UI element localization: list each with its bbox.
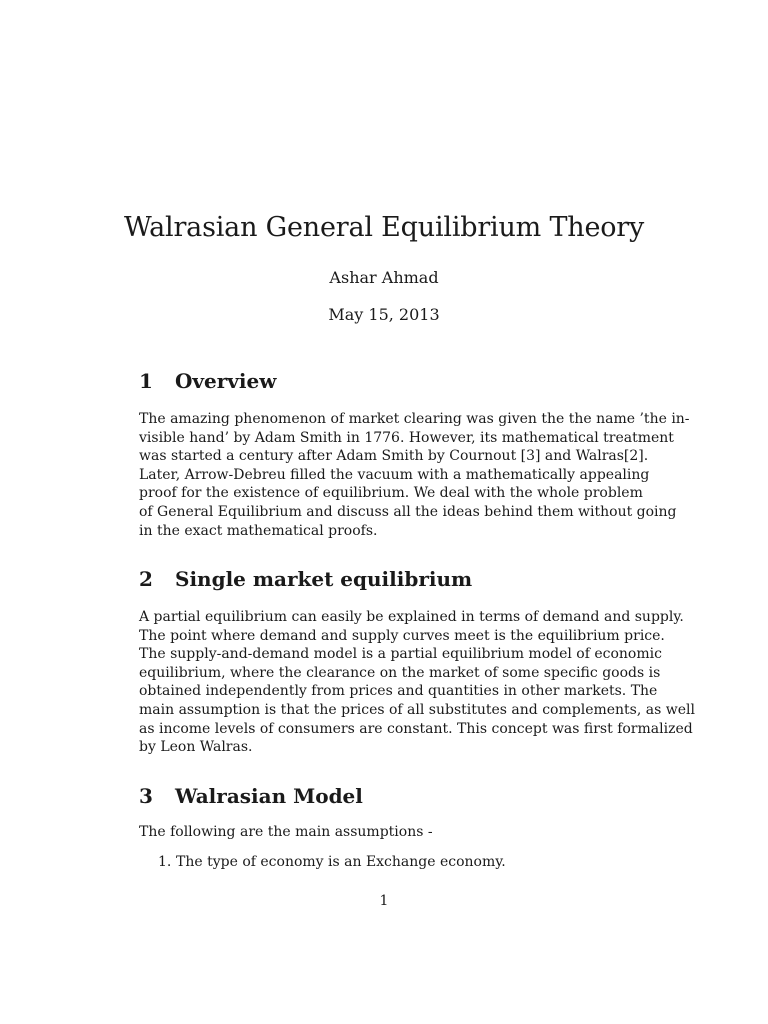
paragraph-line: proof for the existence of equilibrium. We deal with the whole problem: [139, 485, 643, 502]
overview-paragraph: [139, 410, 690, 540]
paragraph-line: by Leon Walras.: [139, 739, 253, 756]
paragraph-line: The supply-and-demand model is a partial equilibrium model of economic: [139, 646, 662, 663]
list-item-number: 1.: [158, 854, 172, 870]
assumptions-list: [139, 854, 506, 870]
section-number: 2: [139, 567, 153, 591]
section-heading-overview: [139, 369, 276, 393]
paragraph-line: A partial equilibrium can easily be explained in terms of demand and supply.: [139, 609, 684, 625]
walrasian-model-paragraph: [139, 823, 627, 842]
paragraph-line: as income levels of consumers are constant. This concept was first formalized: [139, 720, 693, 737]
paragraph-line: The following are the main assumptions -: [139, 824, 433, 840]
paragraph-line: The point where demand and supply curves meet is the equilibrium price.: [139, 627, 665, 644]
paragraph-line: in the exact mathematical proofs.: [139, 522, 378, 539]
list-item: [139, 854, 506, 870]
single-market-paragraph: [139, 608, 695, 757]
paragraph-line: obtained independently from prices and quantities in other markets. The: [139, 683, 658, 700]
section-title: Single market equilibrium: [175, 567, 473, 591]
section-heading-single-market-equilibrium: [139, 567, 472, 591]
section-title: Walrasian Model: [175, 784, 363, 808]
publication-date: May 15, 2013: [328, 305, 440, 324]
section-title: Overview: [175, 369, 277, 393]
list-item-text: The type of economy is an Exchange economy.: [176, 854, 506, 870]
page-number: 1: [379, 893, 389, 909]
paragraph-line: visible hand’ by Adam Smith in 1776. However, its mathematical treatment: [139, 429, 674, 446]
paragraph-line: was started a century after Adam Smith by Cournout [3] and Walras[2].: [139, 448, 649, 465]
section-heading-walrasian-model: [139, 784, 363, 808]
section-number: 1: [139, 369, 153, 393]
paper-title: Walrasian General Equilibrium Theory: [123, 212, 645, 243]
paragraph-line: main assumption is that the prices of all substitutes and complements, as well: [139, 701, 695, 718]
section-number: 3: [139, 784, 153, 808]
paragraph-line: equilibrium, where the clearance on the market of some specific goods is: [139, 664, 661, 681]
paragraph-line: The amazing phenomenon of market clearing was given the the name ’the in-: [139, 411, 690, 427]
author-name: Ashar Ahmad: [329, 268, 439, 287]
paragraph-line: of General Equilibrium and discuss all the ideas behind them without going: [139, 503, 677, 520]
paragraph-line: Later, Arrow-Debreu filled the vacuum with a mathematically appealing: [139, 466, 650, 483]
